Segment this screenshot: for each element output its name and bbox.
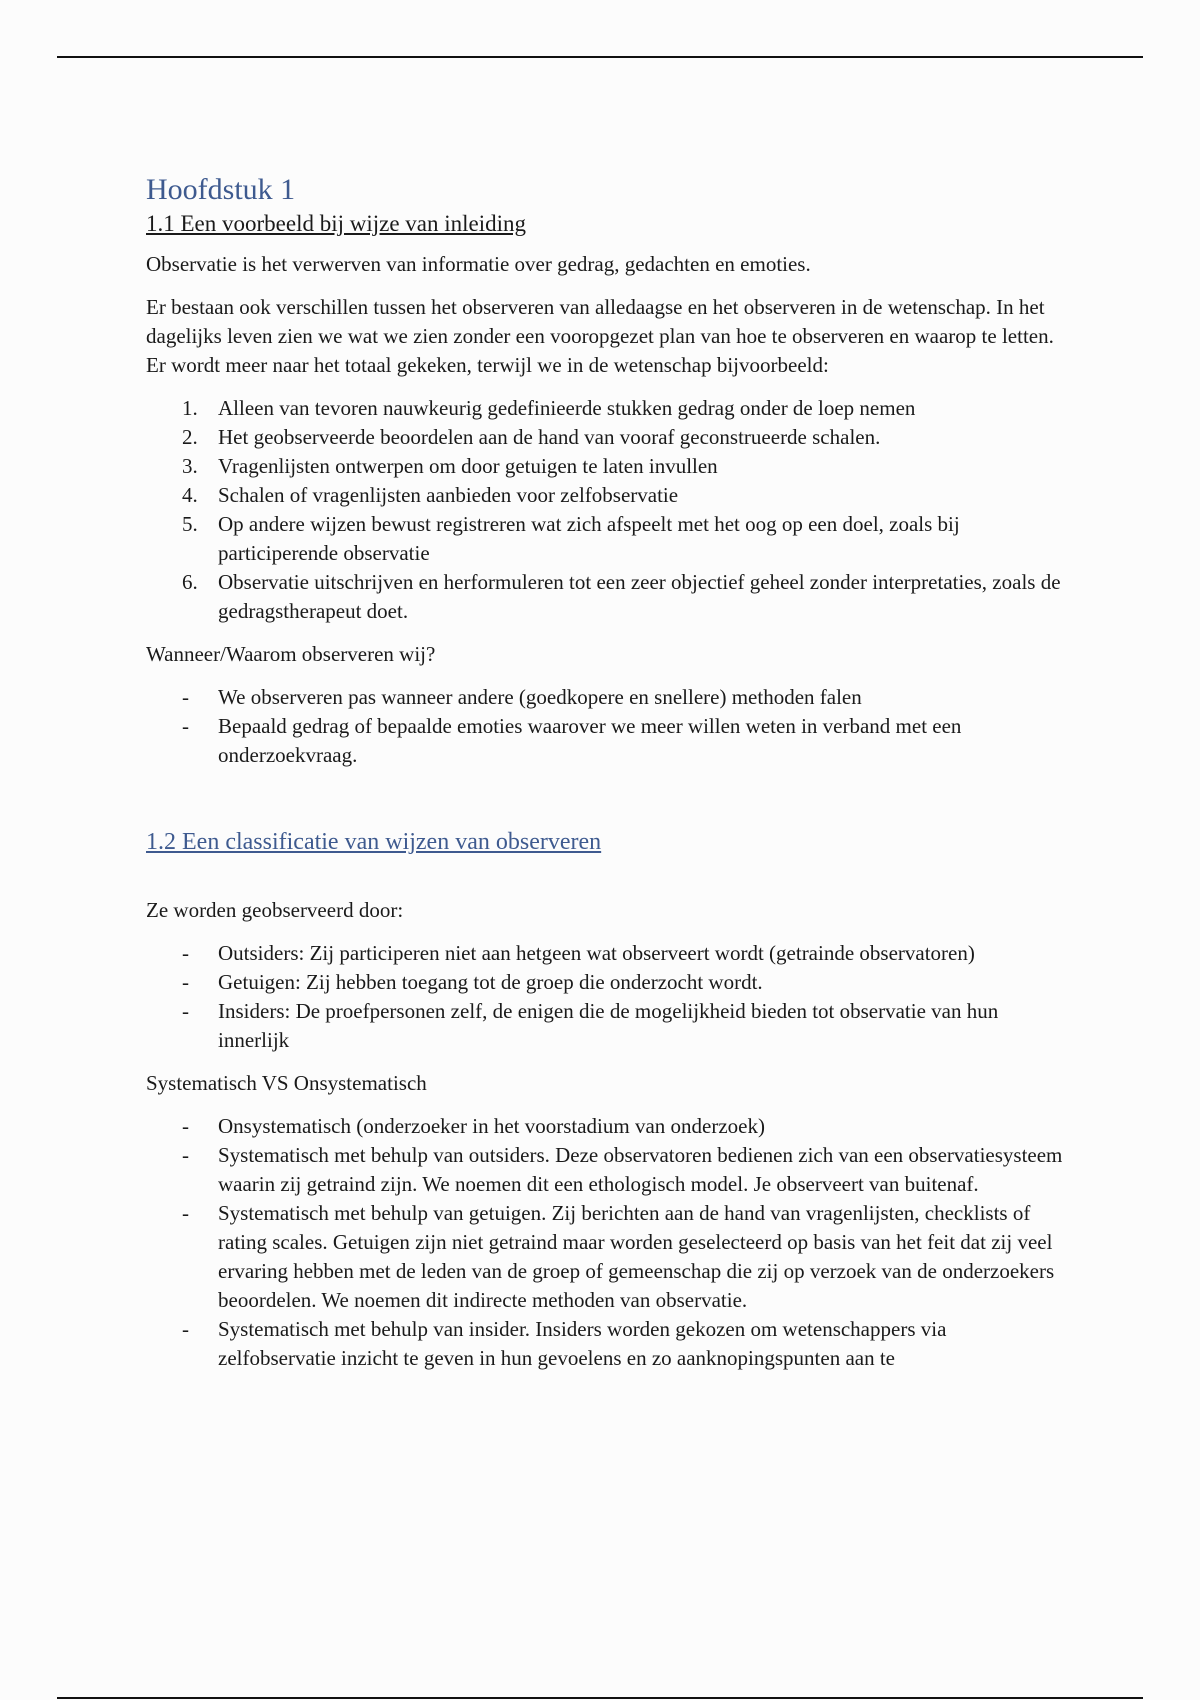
dash-bullet: - <box>182 684 189 709</box>
list-item-text: Getuigen: Zij hebben toegang tot de groep die onderzocht wordt. <box>218 970 763 995</box>
list-item-text: Systematisch met behulp van getuigen. Zij berichten aan de hand van vragenlijsten, checklists of rating scales. Getuigen zijn niet getraind maar worden geselecteerd op basis van het feit dat zij veel ervaring hebben met de leden van de groep of gemeenschap die zij op verzoek van de onderzoekers beoordelen. We noemen dit indirecte methoden van observatie. <box>218 1201 1055 1313</box>
dash-bullet: - <box>182 1143 189 1168</box>
list-item <box>146 1112 1066 1141</box>
list-item-text: Systematisch met behulp van insider. Insiders worden gekozen om wetenschappers via zelfobservatie inzicht te geven in hun gevoelens en zo aanknopingspunten aan te <box>218 1317 947 1371</box>
list-item-text: Schalen of vragenlijsten aanbieden voor zelfobservatie <box>218 482 679 507</box>
list-item <box>146 683 1066 712</box>
systematic-list <box>146 1112 1066 1373</box>
list-item <box>146 1141 1066 1199</box>
list-item <box>146 712 1066 770</box>
list-item <box>146 968 1066 997</box>
list-item-text: Systematisch met behulp van outsiders. Deze observatoren bedienen zich van een observatiesysteem waarin zij getraind zijn. We noemen dit een ethologisch model. Je observeert van buitenaf. <box>218 1143 1063 1197</box>
list-number: 5. <box>182 511 198 536</box>
list-number: 1. <box>182 395 198 420</box>
list-item-text: Alleen van tevoren nauwkeurig gedefinieerde stukken gedrag onder de loep nemen <box>218 395 916 420</box>
list-item-text: Observatie uitschrijven en herformuleren tot een zeer objectief geheel zonder interpretaties, zoals de gedragstherapeut doet. <box>218 569 1061 623</box>
list-item <box>146 481 1066 510</box>
list-item <box>146 1315 1066 1373</box>
paragraph-differences: Er bestaan ook verschillen tussen het observeren van alledaagse en het observeren in de wetenschap. In het dagelijks leven zien we wat we zien zonder een vooropgezet plan van hoe te observeren en waarop te letten. Er wordt meer naar het totaal gekeken, terwijl we in de wetenschap bijvoorbeeld: <box>146 294 1054 377</box>
observed-by-line: Ze worden geobserveerd door: <box>146 898 404 923</box>
list-item-text: We observeren pas wanneer andere (goedkopere en snellere) methoden falen <box>218 684 862 709</box>
list-number: 4. <box>182 482 198 507</box>
dash-bullet: - <box>182 941 189 966</box>
list-number: 3. <box>182 453 198 478</box>
dash-bullet: - <box>182 1114 189 1139</box>
dash-bullet: - <box>182 1201 189 1226</box>
observers-list <box>146 939 1066 1055</box>
why-list <box>146 683 1066 770</box>
dash-bullet: - <box>182 970 189 995</box>
list-item <box>146 997 1066 1055</box>
list-item <box>146 423 1066 452</box>
list-item-text: Insiders: De proefpersonen zelf, de enigen die de mogelijkheid bieden tot observatie van hun innerlijk <box>218 999 999 1053</box>
document-page <box>146 172 1066 1387</box>
list-item <box>146 568 1066 626</box>
list-number: 2. <box>182 424 198 449</box>
chapter-heading: Hoofdstuk 1 <box>146 173 296 206</box>
list-item-text: Het geobserveerde beoordelen aan de hand van vooraf geconstrueerde schalen. <box>218 424 881 449</box>
list-item-text: Onsystematisch (onderzoeker in het voorstadium van onderzoek) <box>218 1114 765 1139</box>
dash-bullet: - <box>182 999 189 1024</box>
question-line: Wanneer/Waarom observeren wij? <box>146 641 436 666</box>
section-1-title: 1.1 Een voorbeeld bij wijze van inleiding <box>146 211 527 236</box>
list-item-text: Vragenlijsten ontwerpen om door getuigen te laten invullen <box>218 453 718 478</box>
top-rule <box>57 56 1143 58</box>
list-item-text: Outsiders: Zij participeren niet aan hetgeen wat observeert wordt (getrainde observatoren) <box>218 941 975 966</box>
bottom-rule <box>57 1697 1143 1699</box>
dash-bullet: - <box>182 713 189 738</box>
list-item-text: Bepaald gedrag of bepaalde emoties waarover we meer willen weten in verband met een onderzoekvraag. <box>218 713 962 767</box>
list-item <box>146 510 1066 568</box>
list-item <box>146 394 1066 423</box>
dash-bullet: - <box>182 1317 189 1342</box>
section-2-title: 1.2 Een classificatie van wijzen van observeren <box>146 828 602 855</box>
systematic-heading: Systematisch VS Onsystematisch <box>146 1071 427 1096</box>
paragraph-definition: Observatie is het verwerven van informatie over gedrag, gedachten en emoties. <box>146 251 811 276</box>
list-item <box>146 1199 1066 1315</box>
list-item <box>146 452 1066 481</box>
list-item <box>146 939 1066 968</box>
list-item-text: Op andere wijzen bewust registreren wat zich afspeelt met het oog op een doel, zoals bij participerende observatie <box>218 511 960 565</box>
list-number: 6. <box>182 569 198 594</box>
numbered-list <box>146 394 1066 626</box>
